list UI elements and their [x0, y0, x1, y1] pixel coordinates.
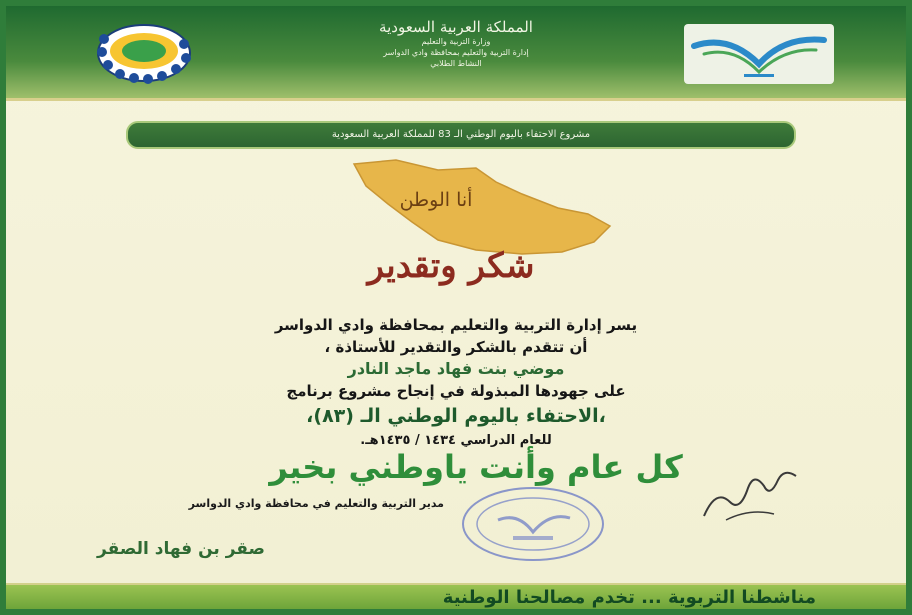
academic-year: للعام الدراسي ١٤٣٤ / ١٤٣٥هـ. — [360, 433, 552, 448]
director-title: مدير التربية والتعليم في محافظة وادي الدواسر — [188, 497, 444, 510]
header-text — [306, 18, 606, 69]
activity-emblem-logo — [84, 20, 204, 86]
footer-slogan: مناشطنا التربوية ... تخدم مصالحنا الوطنية — [442, 587, 816, 608]
signature-mark — [696, 458, 806, 528]
director-name: صقر بن فهاد الصقر — [97, 539, 265, 559]
body-line-2: أن تتقدم بالشكر والتقدير للأستاذة ، — [324, 338, 588, 356]
administration-name: إدارة التربية والتعليم بمحافظة وادي الدواسر — [383, 48, 529, 57]
ministry-logo — [684, 24, 834, 84]
recipient-name: موضي بنت فهاد ماجد النادر — [347, 359, 565, 378]
map-label: أنا الوطن — [399, 189, 473, 211]
header-band — [6, 6, 906, 101]
department-name: النشاط الطلابي — [430, 59, 482, 68]
official-stamp — [458, 484, 608, 564]
certificate-body — [146, 314, 766, 452]
body-line-4: على جهودها المبذولة في إنجاح مشروع برنامج — [286, 382, 626, 400]
kingdom-title: المملكة العربية السعودية — [379, 18, 533, 36]
ministry-chevron-icon — [684, 24, 834, 84]
thanks-title: شكر وتقدير — [367, 246, 535, 286]
footer-band — [6, 583, 906, 611]
body-line-1: يسر إدارة التربية والتعليم بمحافظة وادي الدواسر — [274, 316, 638, 334]
motto-text: كل عام وأنت ياوطني بخير — [269, 448, 683, 486]
project-banner: مشروع الاحتفاء باليوم الوطني الـ 83 للمملكة العربية السعودية — [126, 121, 796, 149]
ministry-name: وزارة التربية والتعليم — [421, 37, 491, 46]
program-name: ،الاحتفاء باليوم الوطني الـ (٨٣)، — [306, 405, 606, 427]
